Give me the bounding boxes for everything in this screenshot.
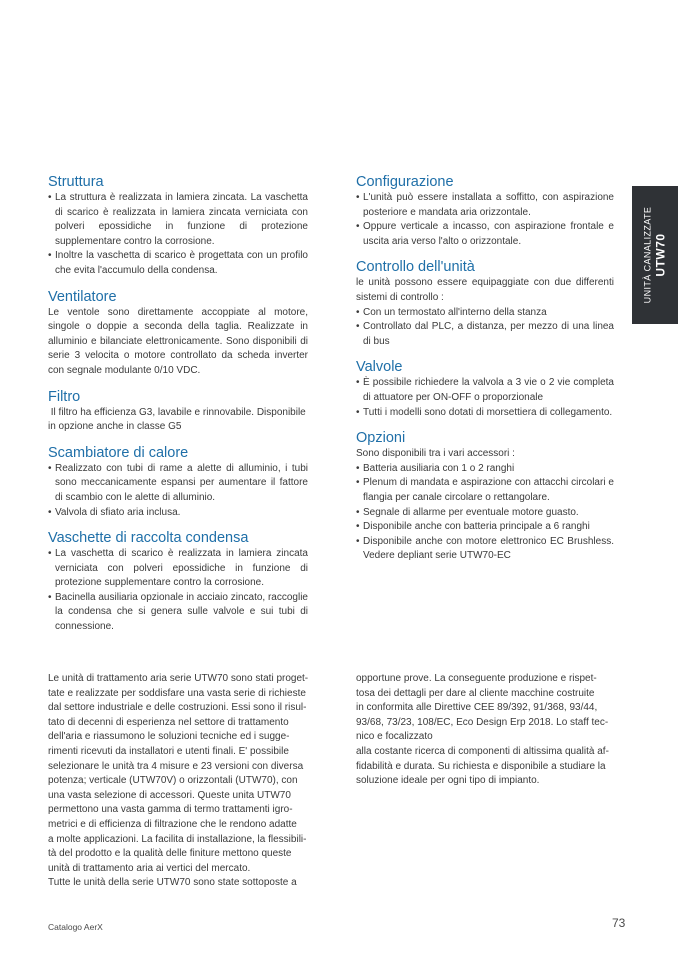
- intro-line: 93/68, 73/23, 108/EC, Eco Design Erp 2018. Lo staff tec-: [356, 716, 609, 728]
- section-text: Sono disponibili tra i vari accessori :: [356, 448, 515, 460]
- side-tab-label: [643, 207, 668, 304]
- section-title: Controllo dell'unità: [356, 259, 475, 276]
- intro-left-column: [48, 672, 308, 891]
- intro-line: nico e focalizzato: [356, 731, 433, 743]
- right-column: [356, 174, 614, 574]
- intro-line: permettono una vasta gamma di termo trattamenti igro-: [48, 804, 293, 816]
- intro-line: potenza; verticale (UTW70V) o orizzontali (UTW70), con: [48, 775, 298, 787]
- intro-line: tato di decenni di esperienza nel settore di trattamento: [48, 716, 289, 728]
- intro-line: tosa dei dettagli per dare al cliente macchine costruite: [356, 687, 595, 699]
- list-item: • Controllato dal PLC, a distanza, per mezzo di una linea di bus: [356, 320, 614, 349]
- section-title: Ventilatore: [48, 288, 117, 305]
- section-vaschette: [48, 530, 308, 635]
- section-filtro: [48, 389, 308, 435]
- list-item: • La vaschetta di scarico è realizzata in lamiera zincata verniciata con polveri epossidiche in funzione di protezione supplementare contro la corrosione.: [48, 547, 308, 591]
- catalog-name: Catalogo AerX: [48, 922, 103, 932]
- bullet-list: [48, 547, 308, 635]
- list-item: • Oppure verticale a incasso, con aspirazione frontale e uscita aria verso l'alto o orizzontale.: [356, 220, 614, 249]
- section-title: Opzioni: [356, 430, 406, 447]
- bullet-list: [356, 191, 614, 249]
- section-title: Valvole: [356, 359, 403, 376]
- list-item: • La struttura è realizzata in lamiera zincata. La vaschetta di scarico è realizzata in lamiera zincata verniciata con polveri epossidiche in funzione di protezione supplementare contro la corrosione.: [48, 191, 308, 249]
- section-controllo: [356, 259, 614, 349]
- list-item: • Disponibile anche con motore elettronico EC Brushless. Vedere depliant serie UTW70-EC: [356, 535, 614, 564]
- intro-line: Tutte le unità della serie UTW70 sono state sottoposte a: [48, 877, 297, 889]
- section-struttura: [48, 174, 308, 279]
- intro-line: tà del prodotto e la qualità delle finiture mettono queste: [48, 848, 292, 860]
- bullet-list: [356, 376, 614, 420]
- section-title: Filtro: [48, 388, 81, 405]
- intro-line: Le unità di trattamento aria serie UTW70 sono stati proget-: [48, 673, 309, 684]
- list-item: • Segnale di allarme per eventuale motore guasto.: [356, 506, 614, 521]
- bullet-list: [48, 462, 308, 520]
- intro-line: unità di trattamento aria ai vertici del mercato.: [48, 862, 251, 874]
- section-title: Struttura: [48, 174, 104, 190]
- intro-line: a molte applicazioni. La facilita di installazione, la flessibili-: [48, 833, 307, 845]
- intro-line: alla costante ricerca di componenti di altissima qualità af-: [356, 745, 609, 757]
- list-item: • Realizzato con tubi di rame a alette di alluminio, i tubi sono meccanicamente espansi per aumentare il fattore di scambio con le alette di alluminio.: [48, 462, 308, 506]
- section-scambiatore: [48, 445, 308, 520]
- list-item: • Valvola di sfiato aria inclusa.: [48, 506, 308, 521]
- intro-line: una vasta selezione di accessori. Queste unita UTW70: [48, 789, 291, 801]
- bullet-list: [48, 191, 308, 279]
- intro-line: selezionare le unità tra 4 misure e 23 versioni con diversa: [48, 760, 304, 772]
- side-tab: [632, 186, 678, 324]
- intro-line: soluzione ideale per ogni tipo di impianto.: [356, 775, 540, 787]
- bullet-list: [356, 306, 614, 350]
- intro-line: dell'aria e riassumono le soluzioni tecniche ed i sugge-: [48, 731, 290, 743]
- section-title: Configurazione: [356, 174, 454, 190]
- intro-line: fidabilità e durata. Su richiesta e disponibile a studiare la: [356, 760, 606, 772]
- list-item: • È possibile richiedere la valvola a 3 vie o 2 vie completa di attuatore per ON-OFF o proporzionale: [356, 376, 614, 405]
- intro-line: in conformita alle Direttive CEE 89/392, 91/368, 93/44,: [356, 702, 598, 714]
- section-valvole: [356, 359, 614, 420]
- section-ventilatore: [48, 289, 308, 379]
- side-tab-subtitle: UNITÀ CANALIZZATE: [642, 206, 653, 304]
- list-item: • Con un termostato all'interno della stanza: [356, 306, 614, 321]
- page-number: 73: [612, 916, 626, 930]
- list-item: • Inoltre la vaschetta di scarico è progettata con un profilo che evita l'accumulo della condensa.: [48, 249, 308, 278]
- list-item: • Disponibile anche con batteria principale a 6 ranghi: [356, 520, 614, 535]
- intro-line: rimenti ricevuti da installatori e utenti finali. E' possibile: [48, 745, 289, 757]
- section-opzioni: [356, 430, 614, 564]
- list-item: • Batteria ausiliaria con 1 o 2 ranghi: [356, 462, 614, 477]
- intro-right-column: [356, 672, 614, 789]
- list-item: • Tutti i modelli sono dotati di morsettiera di collegamento.: [356, 406, 614, 421]
- section-text: Il filtro ha efficienza G3, lavabile e rinnovabile. Disponibile in opzione anche in classe G5: [48, 406, 309, 433]
- intro-line: tate e realizzate per soddisfare una vasta serie di richieste: [48, 687, 306, 699]
- side-tab-title: UTW70: [653, 233, 668, 277]
- intro-line: opportune prove. La conseguente produzione e rispet-: [356, 673, 597, 684]
- intro-line: dal settore industriale e delle costruzioni. Essi sono il risul-: [48, 702, 307, 714]
- section-title: Scambiatore di calore: [48, 444, 189, 461]
- section-title: Vaschette di raccolta condensa: [48, 530, 249, 547]
- section-text: Le ventole sono direttamente accoppiate al motore, singole o doppie a seconda della taglia. Realizzate in alluminio e bilanciate elettronicamente. Sono disponibili di serie 3 velocita o motore controllato da scheda inverter con segnale modulante 0/10 VDC.: [48, 306, 308, 376]
- list-item: • Bacinella ausiliaria opzionale in acciaio zincato, raccoglie la condensa che si genera sulle valvole e sui tubi di connessione.: [48, 591, 308, 635]
- section-configurazione: [356, 174, 614, 249]
- intro-line: metrici e di efficienza di filtrazione che le rendono adatte: [48, 818, 297, 830]
- left-column: [48, 174, 308, 645]
- bullet-list: [356, 462, 614, 564]
- list-item: • L'unità può essere installata a soffitto, con aspirazione posteriore e mandata aria orizzontale.: [356, 191, 614, 220]
- list-item: • Plenum di mandata e aspirazione con attacchi circolari e flangia per canale circolare o rettangolare.: [356, 476, 614, 505]
- section-text: le unità possono essere equipaggiate con due differenti sistemi di controllo :: [356, 277, 614, 303]
